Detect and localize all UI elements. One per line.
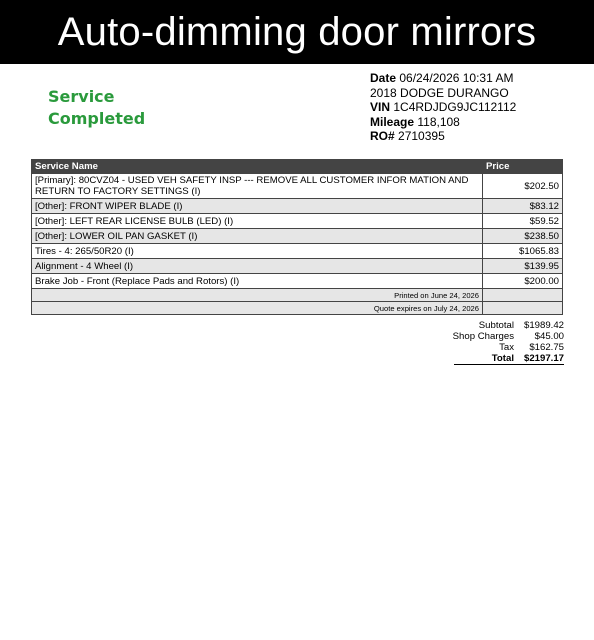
title-banner: [0, 0, 594, 64]
subtotal-label: Subtotal: [478, 320, 514, 331]
service-name: [Other]: LOWER OIL PAN GASKET (I): [32, 229, 483, 244]
service-price: $200.00: [483, 274, 563, 289]
total-row: [454, 353, 564, 365]
service-price: $59.52: [483, 214, 563, 229]
ro-label: RO#: [370, 129, 395, 143]
header-service-name: Service Name: [32, 160, 483, 174]
service-price: $139.95: [483, 259, 563, 274]
header-price: Price: [483, 160, 563, 174]
date-value: 06/24/2026 10:31 AM: [399, 71, 514, 85]
service-name: Tires - 4: 265/50R20 (I): [32, 244, 483, 259]
shop-charges-value: $45.00: [534, 331, 564, 342]
service-status: [48, 86, 145, 130]
service-name: [Other]: FRONT WIPER BLADE (I): [32, 199, 483, 214]
vin-line: [370, 100, 516, 115]
service-name: [Other]: LEFT REAR LICENSE BULB (LED) (I): [32, 214, 483, 229]
vehicle-info: [370, 71, 516, 144]
printed-empty-cell: [483, 289, 563, 302]
table-row: [32, 214, 563, 229]
mileage-value: 118,108: [417, 114, 460, 129]
expires-row: [32, 302, 563, 315]
table-row: [32, 244, 563, 259]
date-line: [370, 71, 516, 86]
vin-value: 1C4RDJDG9JC112112: [393, 100, 517, 114]
services-table: [31, 159, 563, 315]
service-name: Brake Job - Front (Replace Pads and Rotors) (I): [32, 274, 483, 289]
shop-charges-label: Shop Charges: [452, 331, 514, 342]
date-label: Date: [370, 71, 397, 85]
page-title: Auto-dimming door mirrors: [57, 9, 537, 54]
ro-value: 2710395: [398, 129, 445, 143]
ro-line: [370, 129, 516, 144]
status-line-1: Service: [48, 87, 115, 106]
table-row: [32, 199, 563, 214]
mileage-line: [370, 115, 516, 130]
totals-block: [440, 320, 564, 365]
table-row: [32, 259, 563, 274]
expires-empty-cell: [483, 302, 563, 315]
total-label: Total: [491, 353, 514, 364]
service-price: $238.50: [483, 229, 563, 244]
vin-label: VIN: [370, 100, 391, 114]
service-name: Alignment - 4 Wheel (I): [32, 259, 483, 274]
status-line-2: Completed: [48, 109, 146, 128]
table-row: [32, 174, 563, 199]
printed-row: [32, 289, 563, 302]
quote-expiry: Quote expires on July 24, 2026: [32, 302, 483, 315]
tax-value: $162.75: [529, 342, 564, 353]
service-price: $1065.83: [483, 244, 563, 259]
printed-date: Printed on June 24, 2026: [32, 289, 483, 302]
subtotal-value: $1989.42: [523, 320, 564, 331]
mileage-label: Mileage: [370, 114, 415, 129]
table-header: [32, 160, 563, 174]
service-price: $202.50: [483, 174, 563, 199]
total-value: $2197.17: [523, 353, 564, 364]
vehicle-model: 2018 DODGE DURANGO: [370, 85, 509, 100]
service-name: [Primary]: 80CVZ04 - USED VEH SAFETY INSP --- REMOVE ALL CUSTOMER INFOR MATION AND RETURN TO FACTORY SETTINGS (I): [32, 174, 483, 199]
table-row: [32, 229, 563, 244]
tax-label: Tax: [499, 342, 514, 353]
shop-charges-row: [440, 331, 564, 342]
subtotal-row: [440, 320, 564, 331]
table-row: [32, 274, 563, 289]
service-price: $83.12: [483, 199, 563, 214]
tax-row: [440, 342, 564, 353]
